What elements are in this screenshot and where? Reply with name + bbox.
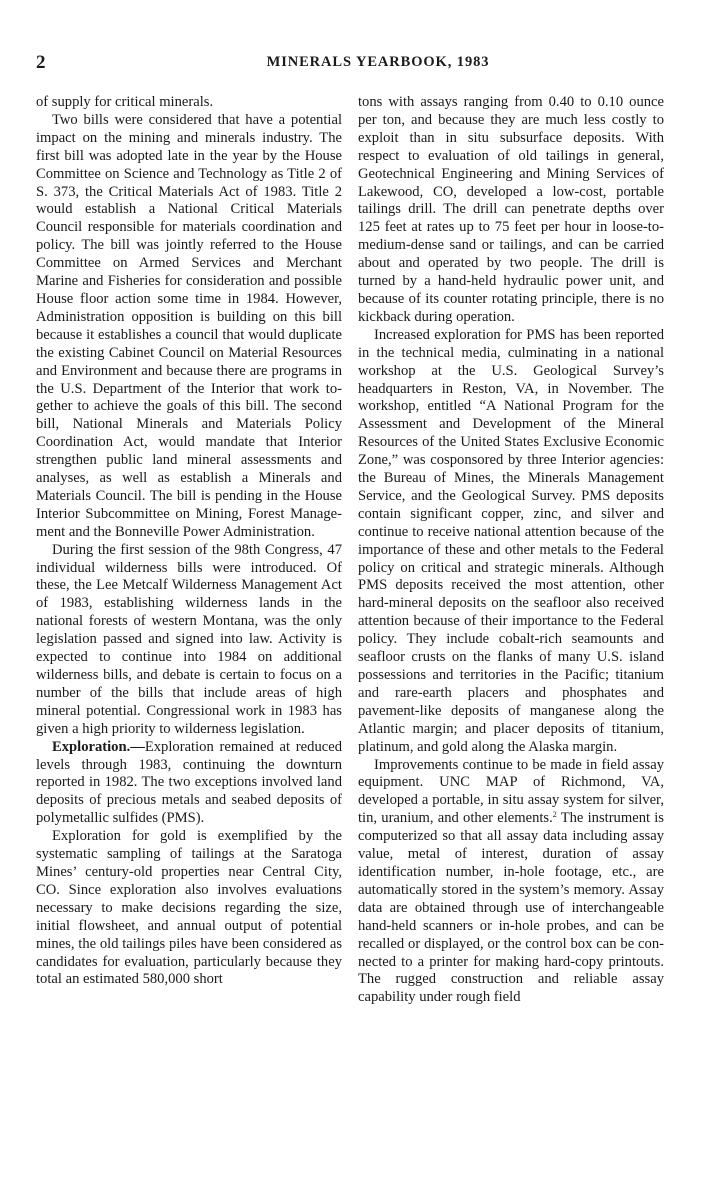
page-header <box>36 52 676 76</box>
page-number: 2 <box>36 52 46 73</box>
exploration-heading: Exploration.— <box>52 738 145 755</box>
field-assay-text-a: Improvements continue to be made in field assay equipment. UNC MAP of Richmond, VA, developed a portable, in situ assay system for silver, tin, uranium, and other elements. <box>358 756 664 827</box>
running-title: MINERALS YEARBOOK, 1983 <box>266 54 490 70</box>
left-column <box>36 94 342 989</box>
paragraph-supply-continuation: of supply for critical minerals. <box>36 94 214 110</box>
footnote-reference: 2 <box>552 810 557 820</box>
right-column <box>358 94 664 1007</box>
paragraph-pms-exploration: Increased exploration for PMS has been reported in the technical media, culminating in a national workshop at the U.S. Geological Survey’s headquarters in Reston, VA, in November. The workshop, entitled “A National Program for the Assessment and Development of the Mineral Resources of the United States Exclusive Economic Zone,” was cosponsored by three Interior agencies: the Bureau of Mines, the Minerals Management Service, and the Geological Survey. PMS deposits contain significant copper, zinc, and silver and continue to receive national attention because of the importance of these and other metals to the Federal policy on critical and strategic minerals. Although PMS deposits received the most attention, other hard-mineral deposits on the seafloor also received attention because of their importance to the Federal policy. They include cobalt-rich seamounts and seafloor crusts on the flanks of many U.S. island possessions and territories in the Pacific; titanium and rare-earth placers and phosphates and pavement-like deposits of manganese along the Atlantic margin; and placer deposits of titanium, platinum, and gold along the Alaska margin. <box>358 326 664 755</box>
paragraph-tailings-continuation: tons with assays ranging from 0.40 to 0.10 ounce per ton, and because they are much less costly to exploit than in situ subsurface deposits. With respect to evaluation of old tailings in general, Geotechnical Engineering and Mining Services of Lakewood, CO, developed a low-cost, portable tailings drill. The drill can penetrate depths over 125 feet at rates up to 75 feet per hour in loose-to-medium-dense sand or tailings, and can be carried about and operated by two people. The drill is turned by a hand-held hydraulic power unit, and because of its counter rotating principle, there is no kickback during operation. <box>358 94 664 325</box>
paragraph-exploration <box>36 739 342 829</box>
exploration-text: Exploration remained at reduced levels through 1983, continuing the downturn reported in 1982. The two exceptions involved land deposits of precious metals and seabed deposits of polymetallic sulfides (PMS). <box>36 738 342 827</box>
paragraph-wilderness-bills: During the first session of the 98th Congress, 47 individual wilderness bills were introduced. Of these, the Lee Metcalf Wilderness Management Act of 1983, establishing wilderness lands in the national forests of western Montana, was the only legislation passed and signed into law. Activity is expected to continue into 1984 on additional wilderness bills, and debate is certain to focus on a number of the bills that include areas of high mineral potential. Congressional work in 1983 has given a high priority to wilderness legislation. <box>36 541 342 737</box>
paragraph-field-assay <box>358 757 664 1008</box>
paragraph-two-bills: Two bills were considered that have a potential impact on the mining and minerals industry. The first bill was adopted late in the year by the House Committee on Science and Technology as Title 2 of S. 373, the Critical Materials Act of 1983. Title 2 would establish a National Critical Materials Council responsible for materials coordination and policy. The bill was jointly referred to the House Committee on Armed Services and Merchant Marine and Fisheries for consideration and possible House floor action some time in 1984. However, Administration opposition is building on this bill because it establishes a council that would duplicate the existing Cabinet Council on Material Resources and Environment and because there are programs in the U.S. Department of the Interior that work together to achieve the goals of this bill. The second bill, National Minerals and Materials Policy Coordination Act, would mandate that Interior strengthen public land mineral assessments and analyses, as well as establish a Minerals and Materials Council. The bill is pending in the House Interior Subcommittee on Mining, Forest Management and the Bonneville Power Administration. <box>36 111 342 540</box>
paragraph-gold-exploration: Exploration for gold is exemplified by the systematic sampling of tailings at the Saratoga Mines’ century-old properties near Central City, CO. Since exploration also involves evaluations necessary to make decisions regarding the size, initial flowsheet, and annual output of potential mines, the old tailings piles have been considered as candidates for evaluation, particularly because they total an estimated 580,000 short <box>36 828 342 988</box>
field-assay-text-b: The instrument is computerized so that all assay data including assay value, metal of interest, duration of assay identification number, in-hole footage, etc., are automatically stored in the system’s memory. Assay data are obtained through use of interchangeable hand-held scanners or in-hole probes, and can be recalled or displayed, or the control box can be connected to a printer for making hard-copy printouts. The rugged construction and reliable assay capability under rough field <box>358 810 664 1006</box>
